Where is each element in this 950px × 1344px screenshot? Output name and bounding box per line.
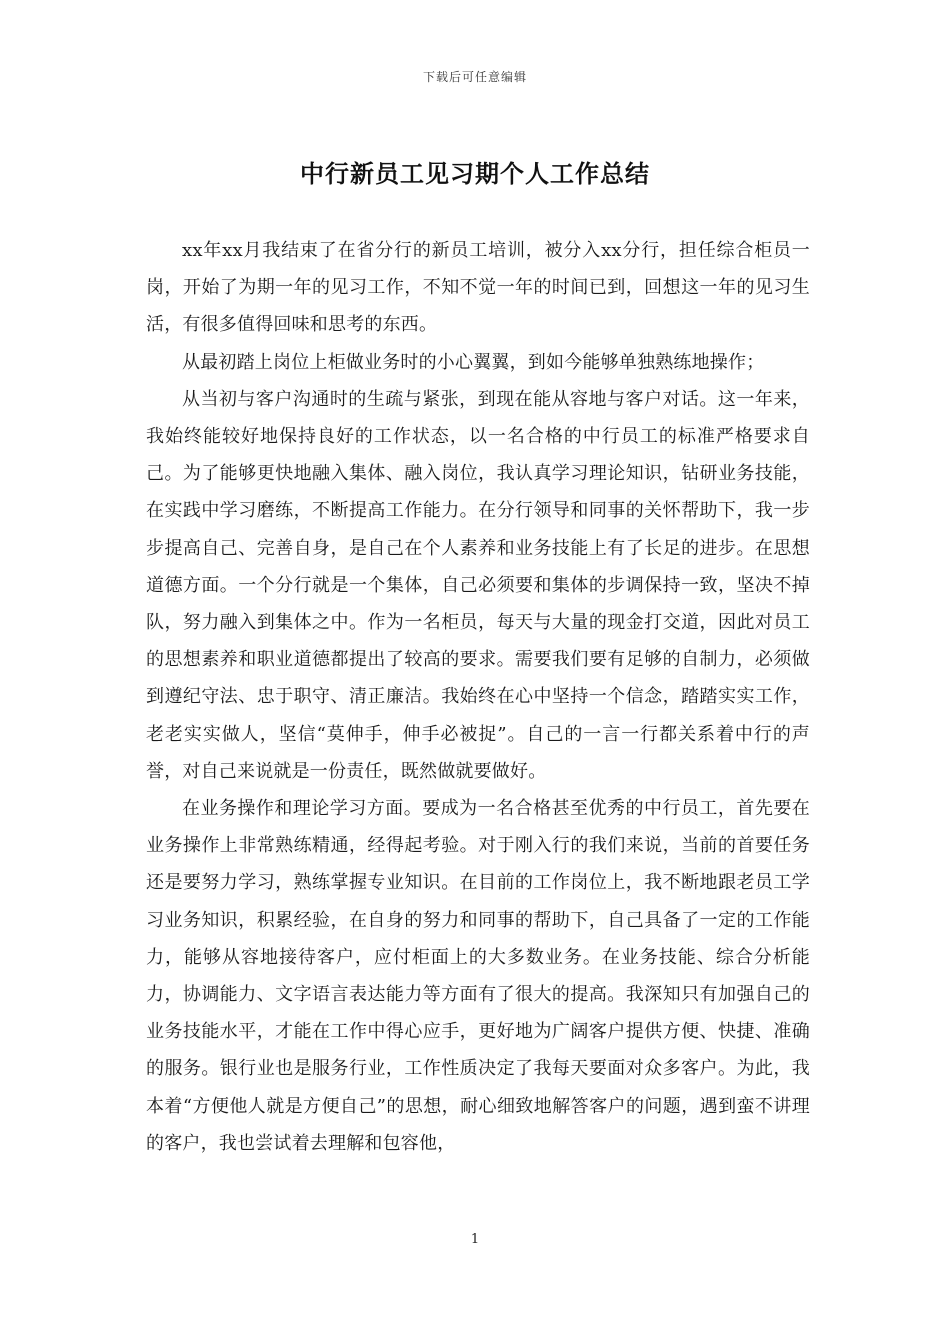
paragraph: 在业务操作和理论学习方面。要成为一名合格甚至优秀的中行员工，首先要在业务操作上非常熟练精通，经得起考验。对于刚入行的我们来说，当前的首要任务还是要努力学习，熟练掌握专业知识。在目前的工作岗位上，我不断地跟老员工学习业务知识，积累经验，在自身的努力和同事的帮助下，自己具备了一定的工作能力，能够从容地接待客户，应付柜面上的大多数业务。在业务技能、综合分析能力，协调能力、文字语言表达能力等方面有了很大的提高。我深知只有加强自己的业务技能水平，才能在工作中得心应手，更好地为广阔客户提供方便、快捷、准确的服务。银行业也是服务行业，工作性质决定了我每天要面对众多客户。为此，我本着“方便他人就是方便自己”的思想，耐心细致地解答客户的问题，遇到蛮不讲理的客户，我也尝试着去理解和包容他，: [146, 798, 810, 1154]
document-body: [146, 232, 810, 1162]
paragraph: 从当初与客户沟通时的生疏与紧张，到现在能从容地与客户对话。这一年来，我始终能较好地保持良好的工作状态，以一名合格的中行员工的标准严格要求自己。为了能够更快地融入集体、融入岗位，我认真学习理论知识，钻研业务技能，在实践中学习磨练，不断提高工作能力。在分行领导和同事的关怀帮助下，我一步步提高自己、完善自身，是自己在个人素养和业务技能上有了长足的进步。在思想道德方面。一个分行就是一个集体，自己必须要和集体的步调保持一致，坚决不掉队，努力融入到集体之中。作为一名柜员，每天与大量的现金打交道，因此对员工的思想素养和职业道德都提出了较高的要求。需要我们要有足够的自制力，必须做到遵纪守法、忠于职守、清正廉洁。我始终在心中坚持一个信念，踏踏实实工作，老老实实做人，坚信“莫伸手，伸手必被捉”。自己的一言一行都关系着中行的声誉，对自己来说就是一份责任，既然做就要做好。: [146, 388, 810, 782]
paragraph: xx年xx月我结束了在省分行的新员工培训，被分入xx分行，担任综合柜员一岗，开始了为期一年的见习工作，不知不觉一年的时间已到，回想这一年的见习生活，有很多值得回味和思考的东西。: [146, 240, 810, 336]
paragraph: 从最初踏上岗位上柜做业务时的小心翼翼，到如今能够单独熟练地操作；: [182, 351, 765, 373]
document-title: 中行新员工见习期个人工作总结: [300, 159, 650, 188]
header-note: 下载后可任意编辑: [422, 70, 527, 84]
page-number: 1: [470, 1232, 480, 1247]
